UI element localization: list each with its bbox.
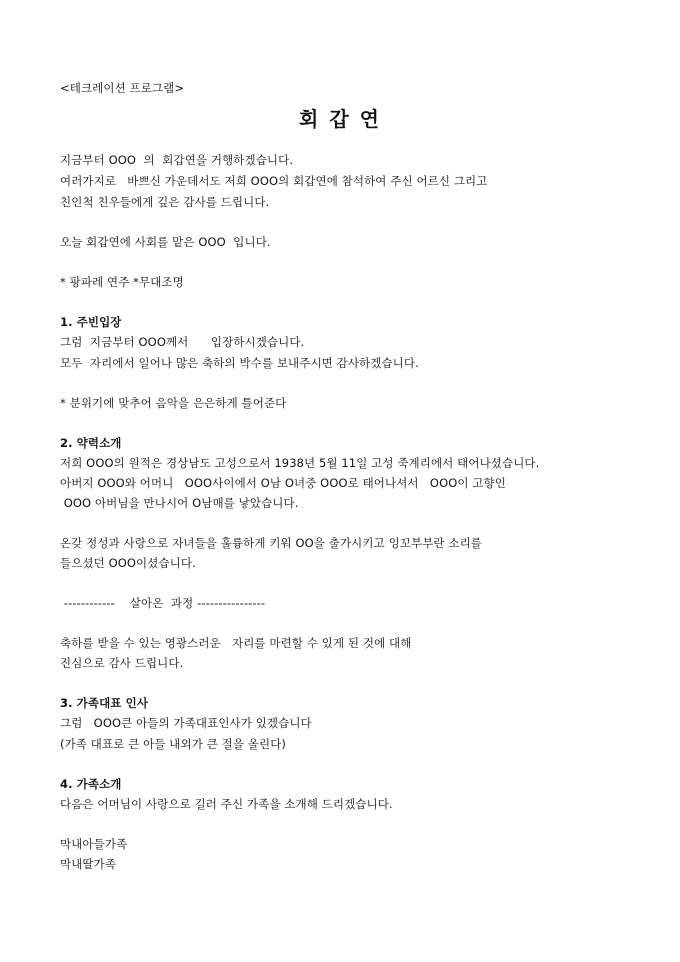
section-1-line-1: 그럼 지금부터 OOO께서 입장하시겠습니다. [60, 335, 305, 349]
section-2-line-6: 축하를 받을 수 있는 영광스러운 자리를 마련할 수 있게 된 것에 대해 [60, 636, 412, 650]
section-2-line-5: 들으셨던 OOO이셨습니다. [60, 556, 196, 570]
intro-line-3: 친인척 친우들에게 깊은 감사를 드립니다. [60, 195, 270, 209]
section-2-heading: 2. 약력소개 [60, 436, 122, 450]
intro-line-4: 오늘 회갑연에 사회를 맡은 OOO 입니다. [60, 235, 271, 249]
intro-note: * 팡파레 연주 *무대조명 [60, 275, 184, 289]
section-1-heading: 1. 주빈입장 [60, 315, 122, 329]
section-4-line-1: 다음은 어머님이 사랑으로 길러 주신 가족을 소개해 드리겠습니다. [60, 797, 393, 811]
section-2-line-7: 진심으로 감사 드립니다. [60, 656, 184, 670]
section-4-line-2: 막내아들가족 [60, 837, 128, 851]
section-2-line-2: 아버지 OOO와 어머니 OOO사이에서 O남 O녀중 OOO로 태어나셔서 OOO이 고향인 [60, 476, 506, 490]
section-4-heading: 4. 가족소개 [60, 777, 122, 791]
page-title: 회 갑 연 [299, 107, 381, 131]
intro-line-1: 지금부터 OOO 의 회갑연을 거행하겠습니다. [60, 153, 294, 167]
section-3-heading: 3. 가족대표 인사 [60, 696, 149, 710]
section-3-line-2: (가족 대표로 큰 아들 내외가 큰 절을 올린다) [60, 737, 287, 751]
section-4-line-3: 막내딸가족 [60, 857, 117, 871]
intro-line-2: 여러가지로 바쁘신 가운데서도 저희 OOO의 회갑연에 참석하여 주신 어르신 그리고 [60, 174, 488, 188]
section-1-note: * 분위기에 맞추어 음악을 은은하게 틀어준다 [60, 396, 287, 410]
section-3-line-1: 그럼 OOO큰 아들의 가족대표인사가 있겠습니다 [60, 716, 312, 730]
section-2-line-3: OOO 아버님을 만나시어 O남매를 낳았습니다. [60, 496, 299, 510]
program-label: <테크레이션 프로그램> [60, 81, 185, 95]
section-2-divider: ------------ 살아온 과정 ---------------- [60, 596, 266, 610]
section-2-line-1: 저희 OOO의 원적은 경상남도 고성으로서 1938년 5월 11일 고성 죽계리에서 태어나셨습니다. [60, 456, 540, 470]
section-1-line-2: 모두 자리에서 일어나 많은 축하의 박수를 보내주시면 감사하겠습니다. [60, 356, 419, 370]
section-2-line-4: 온갖 정성과 사랑으로 자녀들을 훌륭하게 키워 OO을 출가시키고 잉꼬부부란 소리를 [60, 536, 482, 550]
